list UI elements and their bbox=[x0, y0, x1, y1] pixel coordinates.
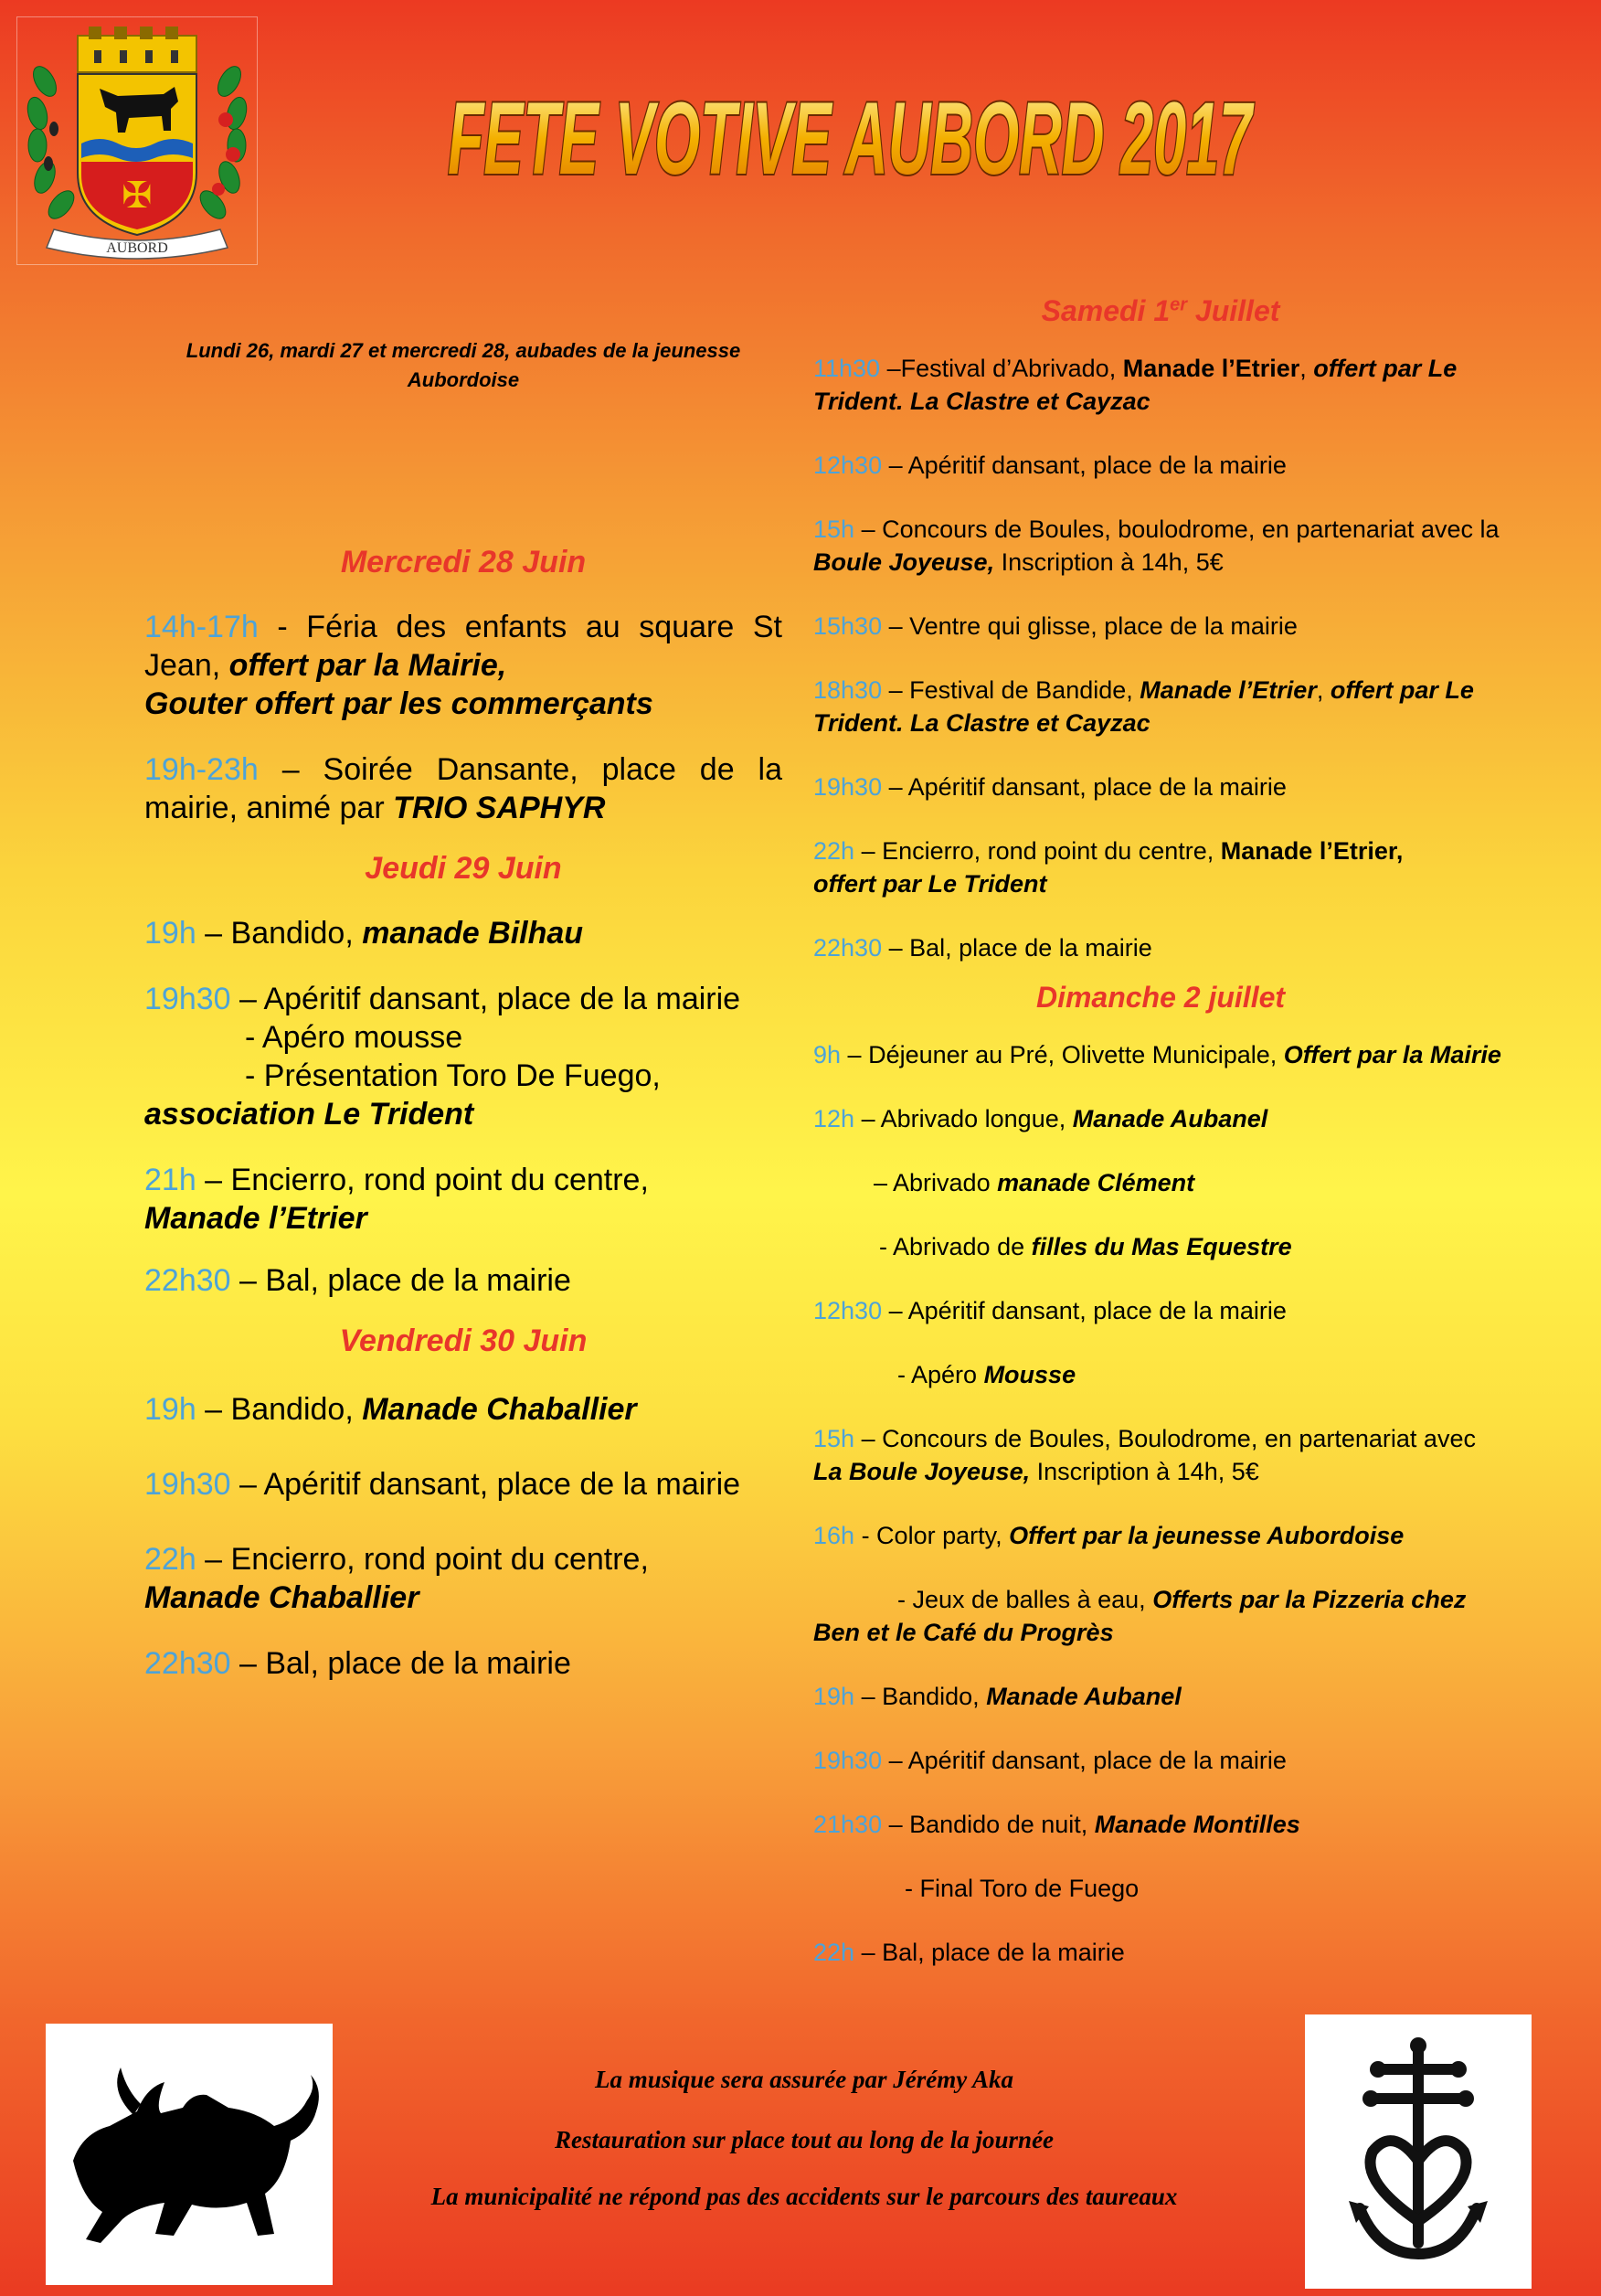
event-sun-boules: 15h – Concours de Boules, Boulodrome, en partenariat avec La Boule Joyeuse, Inscription à 14h, 5€ bbox=[813, 1425, 1476, 1485]
day-heading-thursday: Jeudi 29 Juin bbox=[365, 851, 562, 886]
right-column bbox=[813, 274, 1508, 1969]
bull-icon bbox=[46, 2024, 333, 2285]
event-sat-festival-bandide: 18h30 – Festival de Bandide, Manade l’Etrier, offert par Le Trident. La Clastre et Cayzac bbox=[813, 676, 1474, 737]
event-fri-bal: 22h30 – Bal, place de la mairie bbox=[144, 1646, 571, 1681]
poster-title-text: FETE VOTIVE AUBORD 2017 bbox=[448, 81, 1255, 196]
poster-title bbox=[429, 27, 1270, 210]
event-sat-bal: 22h30 – Bal, place de la mairie bbox=[813, 934, 1152, 962]
svg-text:✠: ✠ bbox=[122, 175, 153, 217]
day-heading-sunday: Dimanche 2 juillet bbox=[1035, 981, 1286, 1014]
footer-disclaimer: La municipalité ne répond pas des accidents sur le parcours des taureaux bbox=[430, 2183, 1178, 2210]
event-thu-bal: 22h30 – Bal, place de la mairie bbox=[144, 1263, 571, 1298]
event-sat-abrivado: 11h30 –Festival d’Abrivado, Manade l’Etrier, offert par Le Trident. La Clastre et Cayzac bbox=[813, 355, 1458, 415]
event-fri-aperitif: 19h30 – Apéritif dansant, place de la mairie bbox=[144, 1467, 741, 1502]
crest-label: AUBORD bbox=[106, 240, 168, 256]
day-heading-saturday: Samedi 1er Juillet bbox=[1041, 294, 1280, 327]
event-sat-aperitif-1: 12h30 – Apéritif dansant, place de la mairie bbox=[813, 452, 1287, 479]
event-sat-aperitif-2: 19h30 – Apéritif dansant, place de la mairie bbox=[813, 773, 1287, 801]
event-sat-boules: 15h – Concours de Boules, boulodrome, en partenariat avec la Boule Joyeuse, Inscription à 14h, 5€ bbox=[813, 516, 1500, 576]
event-thu-aperitif: 19h30 – Apéritif dansant, place de la mairie - Apéro mousse - Présentation Toro De Fuego, association Le Trident bbox=[144, 982, 741, 1132]
event-thu-encierro: 21h – Encierro, rond point du centre, Manade l’Etrier bbox=[144, 1163, 649, 1236]
aubord-coat-of-arms bbox=[16, 16, 258, 265]
event-sun-color-party: 16h - Color party, Offert par la jeunesse Aubordoise bbox=[813, 1522, 1405, 1549]
left-column bbox=[144, 274, 782, 1683]
footer-restauration: Restauration sur place tout au long de la journée bbox=[554, 2126, 1055, 2153]
event-sat-encierro: 22h – Encierro, rond point du centre, Manade l’Etrier, offert par Le Trident bbox=[813, 837, 1404, 898]
event-fri-bandido: 19h – Bandido, Manade Chaballier bbox=[144, 1392, 637, 1427]
day-heading-wednesday: Mercredi 28 Juin bbox=[340, 545, 587, 579]
event-sun-abrivado-filles: - Abrivado de filles du Mas Equestre bbox=[879, 1233, 1292, 1260]
event-sun-final-toro: - Final Toro de Fuego bbox=[905, 1875, 1140, 1902]
event-sun-abrivado-longue: 12h – Abrivado longue, Manade Aubanel bbox=[813, 1105, 1268, 1132]
event-sun-aperitif-2: 19h30 – Apéritif dansant, place de la mairie bbox=[813, 1747, 1287, 1774]
event-thu-bandido: 19h – Bandido, manade Bilhau bbox=[144, 916, 584, 951]
event-sun-bandido: 19h – Bandido, Manade Aubanel bbox=[813, 1683, 1182, 1710]
intro-text: Lundi 26, mardi 27 et mercredi 28, aubades de la jeunesse Aubordoise bbox=[186, 339, 741, 391]
footer-music: La musique sera assurée par Jérémy Aka bbox=[595, 2066, 1013, 2093]
event-sun-abrivado-clement: – Abrivado manade Clément bbox=[874, 1169, 1195, 1196]
event-sun-bal: 22h – Bal, place de la mairie bbox=[813, 1939, 1125, 1966]
day-heading-friday: Vendredi 30 Juin bbox=[339, 1323, 588, 1358]
event-sun-jeux-balles: - Jeux de balles à eau, Offerts par la Pizzeria chez Ben et le Café du Progrès bbox=[813, 1586, 1467, 1646]
camargue-cross-icon bbox=[1305, 2014, 1532, 2289]
event-sun-aperitif-1: 12h30 – Apéritif dansant, place de la mairie bbox=[813, 1297, 1287, 1324]
event-fri-encierro: 22h – Encierro, rond point du centre, Manade Chaballier bbox=[144, 1542, 649, 1615]
event-sat-ventre: 15h30 – Ventre qui glisse, place de la mairie bbox=[813, 612, 1298, 640]
event-sun-bandido-nuit: 21h30 – Bandido de nuit, Manade Montilles bbox=[813, 1811, 1300, 1838]
event-sun-apero-mousse: - Apéro Mousse bbox=[897, 1361, 1076, 1388]
event-wed-soiree: 19h-23h – Soirée Dansante, place de la mairie, animé par TRIO SAPHYR bbox=[144, 752, 782, 825]
event-sun-dejeuner: 9h – Déjeuner au Pré, Olivette Municipale, Offert par la Mairie bbox=[813, 1041, 1501, 1068]
event-wed-feria: 14h-17h - Féria des enfants au square St Jean, offert par la Mairie, Gouter offert par les commerçants bbox=[144, 610, 782, 721]
